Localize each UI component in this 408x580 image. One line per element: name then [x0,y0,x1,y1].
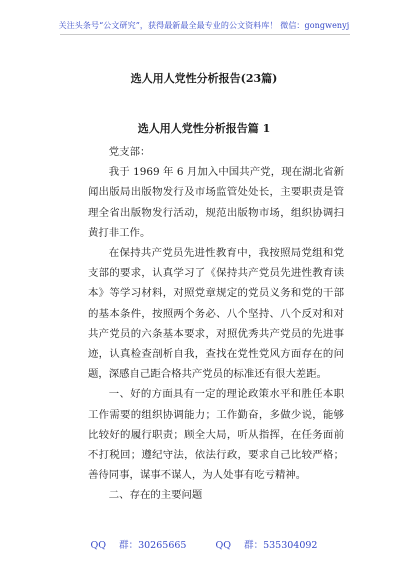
header-promo-text: 关注头条号“公文研究”，获得最新最全最专业的公文资料库！ 微信：gongwenyj [58,21,350,30]
paragraph: 在保持共产党员先进性教育中，我按照局党组和党支部的要求，认真学习了《保持共产党员先进性教育读本》等学习材料，对照党章规定的党员义务和党的干部的基本条件，按照两个务必、八个坚持、八个反对和对共产党员的六条基本要求，对照优秀共产党员的先进事迹，认真检查剖析自我，查找在党性党风方面存在的问题，深感自己距合格共产党员的标准还有很大差距。 [88,247,344,381]
footer-contact [0,537,408,551]
footer-qq-group-2: QQ 群：535304092 [215,540,318,551]
header-divider [60,34,350,35]
paragraph: 一、好的方面具有一定的理论政策水平和胜任本职工作需要的组织协调能力；工作勤奋，多做少说，能够比较好的履行职责；顾全大局，听从指挥，在任务面前不打税回；遵纪守法，依法行政，要求自己比较严格；善待同事，谋事不谋人，为人处事有吃亏精神。 [88,388,344,482]
footer-qq-group-1: QQ 群：30265665 [90,540,187,551]
section-title: 选人用人党性分析报告篇 1 [137,122,271,135]
document-title: 选人用人党性分析报告(23篇) [130,72,278,85]
paragraph: 我于 1969 年 6 月加入中国共产党，现在湖北省新闻出版局出版物发行及市场监管处处长，主要职责是管理全省出版物发行活动，规范出版物市场，组织协调扫黄打非工作。 [88,166,344,239]
document-body [88,142,344,506]
salutation: 党支部： [108,146,151,158]
paragraph: 二、存在的主要问题 [108,489,203,502]
